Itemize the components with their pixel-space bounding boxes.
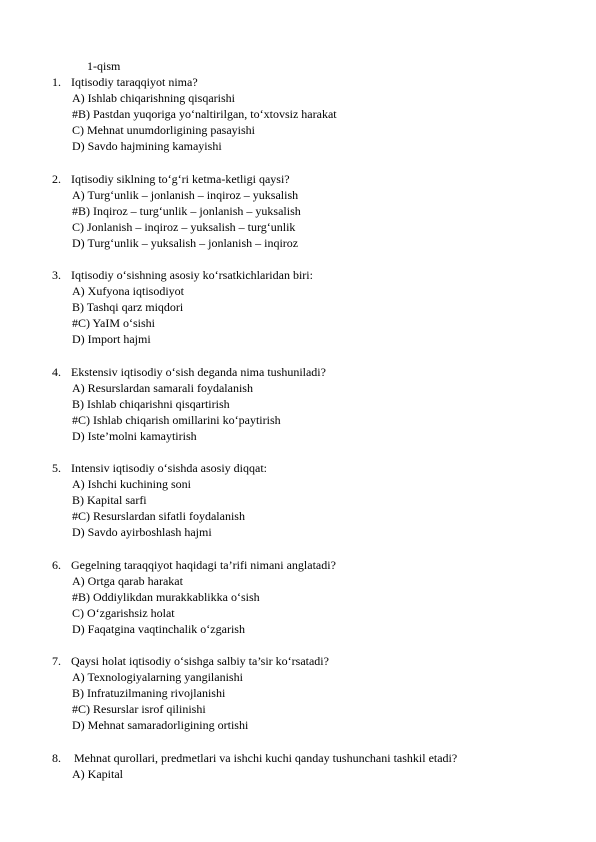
option-d: D) Import hajmi — [72, 332, 151, 346]
question-number: 2. — [52, 172, 61, 186]
question-text: Mehnat qurollari, predmetlari va ishchi kuchi qanday tushunchani tashkil etadi? — [71, 751, 458, 765]
question-text: Ekstensiv iqtisodiy o‘sish deganda nima tushuniladi? — [71, 365, 326, 379]
option-a: A) Kapital — [72, 767, 123, 781]
question-8 — [0, 750, 596, 782]
option-d: D) Faqatgina vaqtinchalik o‘zgarish — [72, 622, 245, 636]
option-d: D) Iste’molni kamaytirish — [72, 429, 197, 443]
question-number: 7. — [52, 654, 61, 668]
option-c: C) O‘zgarishsiz holat — [72, 606, 175, 620]
option-a: A) Turg‘unlik – jonlanish – inqiroz – yuksalish — [72, 188, 299, 202]
option-b: #B) Pastdan yuqoriga yo‘naltirilgan, to‘xtovsiz harakat — [72, 107, 337, 121]
option-b: B) Ishlab chiqarishni qisqartirish — [72, 397, 230, 411]
option-a: A) Texnologiyalarning yangilanishi — [72, 670, 243, 684]
question-number: 3. — [52, 268, 61, 282]
option-c: #C) Ishlab chiqarish omillarini ko‘paytirish — [72, 413, 281, 427]
option-c: C) Jonlanish – inqiroz – yuksalish – turg‘unlik — [72, 220, 296, 234]
option-a: A) Resurslardan samarali foydalanish — [72, 381, 253, 395]
option-b: #B) Inqiroz – turg‘unlik – jonlanish – yuksalish — [72, 204, 301, 218]
question-text: Gegelning taraqqiyot haqidagi ta’rifi nimani anglatadi? — [71, 558, 336, 572]
question-number: 1. — [52, 75, 61, 89]
question-number: 5. — [52, 461, 61, 475]
question-5 — [0, 460, 596, 540]
question-6 — [0, 557, 596, 637]
option-c: #C) Resurslardan sifatli foydalanish — [72, 509, 245, 523]
option-d: D) Savdo hajmining kamayishi — [72, 139, 222, 153]
option-b: #B) Oddiylikdan murakkablikka o‘sish — [72, 590, 260, 604]
question-number: 6. — [52, 558, 61, 572]
option-c: C) Mehnat unumdorligining pasayishi — [72, 123, 255, 137]
option-d: D) Turg‘unlik – yuksalish – jonlanish – inqiroz — [72, 236, 299, 250]
question-text: Iqtisodiy o‘sishning asosiy ko‘rsatkichlaridan biri: — [71, 268, 313, 282]
option-d: D) Savdo ayirboshlash hajmi — [72, 525, 212, 539]
question-text: Qaysi holat iqtisodiy o‘sishga salbiy ta’sir ko‘rsatadi? — [71, 654, 329, 668]
option-b: B) Kapital sarfi — [72, 493, 147, 507]
option-a: A) Ortga qarab harakat — [72, 574, 183, 588]
option-d: D) Mehnat samaradorligining ortishi — [72, 718, 249, 732]
question-text: Intensiv iqtisodiy o‘sishda asosiy diqqat: — [71, 461, 267, 475]
question-number: 8. — [52, 751, 61, 765]
question-7 — [0, 653, 596, 733]
option-b: B) Infratuzilmaning rivojlanishi — [72, 686, 226, 700]
option-a: A) Xufyona iqtisodiyot — [72, 284, 184, 298]
question-number: 4. — [52, 365, 61, 379]
question-2 — [0, 171, 596, 251]
question-text: Iqtisodiy siklning to‘g‘ri ketma-ketligi qaysi? — [71, 172, 290, 186]
part-title: 1-qism — [87, 59, 121, 73]
option-a: A) Ishchi kuchining soni — [72, 477, 191, 491]
question-1 — [0, 74, 596, 154]
option-c: #C) Resurslar isrof qilinishi — [72, 702, 206, 716]
option-a: A) Ishlab chiqarishning qisqarishi — [72, 91, 235, 105]
question-text: Iqtisodiy taraqqiyot nima? — [71, 75, 198, 89]
option-c: #C) YaIM o‘sishi — [72, 316, 156, 330]
question-3 — [0, 267, 596, 347]
option-b: B) Tashqi qarz miqdori — [72, 300, 184, 314]
question-4 — [0, 364, 596, 444]
